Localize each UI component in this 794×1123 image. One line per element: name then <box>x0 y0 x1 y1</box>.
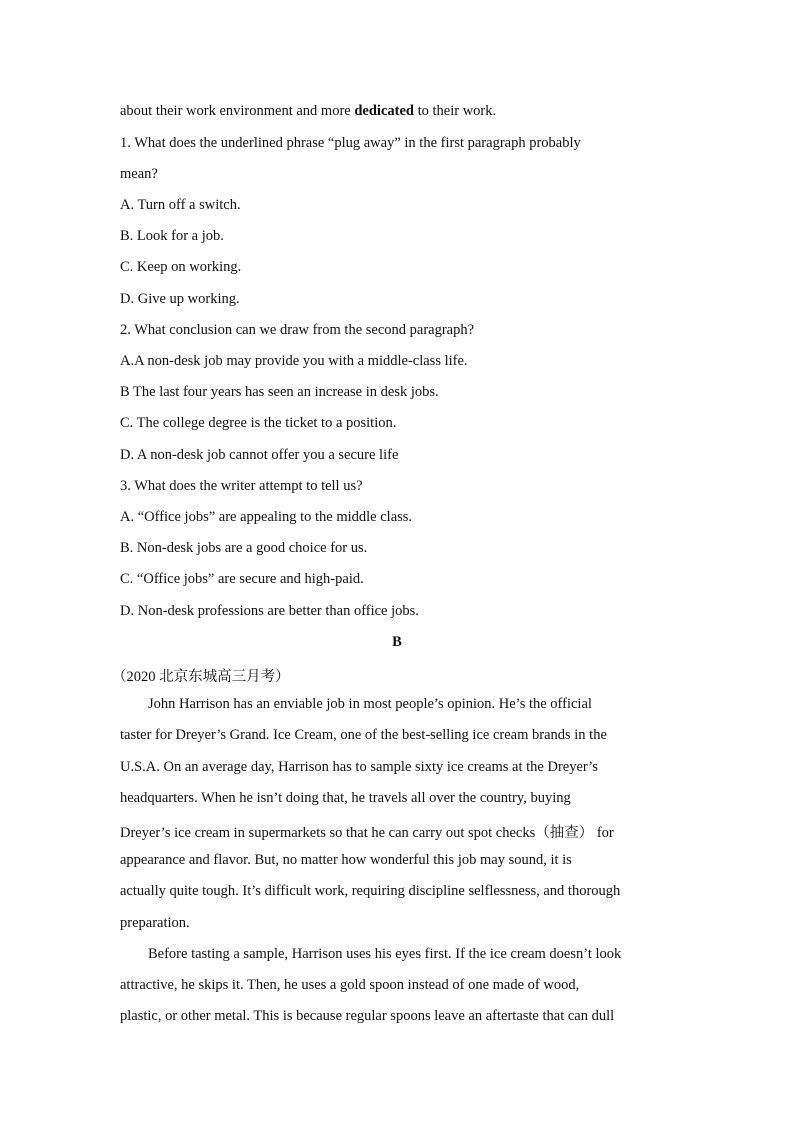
question-1-option-b: B. Look for a job. <box>120 228 224 244</box>
question-3-option-c: C. “Office jobs” are secure and high-paid. <box>120 571 364 587</box>
question-3-stem: 3. What does the writer attempt to tell us? <box>120 478 363 494</box>
paragraph-1-line: Dreyer’s ice cream in supermarkets so that he can carry out spot checks（抽查） for <box>120 825 614 841</box>
question-2-option-c: C. The college degree is the ticket to a position. <box>120 415 397 431</box>
intro-text-post: to their work. <box>413 103 497 119</box>
source-note: （2020 北京东城高三月考） <box>112 669 290 685</box>
question-1-option-a: A. Turn off a switch. <box>120 197 241 213</box>
paragraph-1-line: taster for Dreyer’s Grand. Ice Cream, one of the best-selling ice cream brands in the <box>120 727 607 743</box>
question-2-option-d: D. A non-desk job cannot offer you a secure life <box>120 447 399 463</box>
question-2-option-b: B The last four years has seen an increase in desk jobs. <box>120 384 439 400</box>
question-3-option-a: A. “Office jobs” are appealing to the middle class. <box>120 509 413 525</box>
intro-text-pre: about their work environment and more <box>120 103 355 119</box>
question-1-stem-line-1: 1. What does the underlined phrase “plug away” in the first paragraph probably <box>120 135 581 151</box>
question-1-option-c: C. Keep on working. <box>120 259 242 275</box>
question-2-stem: 2. What conclusion can we draw from the second paragraph? <box>120 322 475 338</box>
paragraph-2-line: plastic, or other metal. This is because regular spoons leave an aftertaste that can dull <box>120 1008 615 1024</box>
paragraph-1-line: headquarters. When he isn’t doing that, he travels all over the country, buying <box>120 790 571 806</box>
question-2-option-a: A.A non-desk job may provide you with a middle-class life. <box>120 353 468 369</box>
paragraph-1-line: preparation. <box>120 915 190 931</box>
question-1-option-d: D. Give up working. <box>120 291 240 307</box>
paragraph-1-line: actually quite tough. It’s difficult work, requiring discipline selflessness, and thorough <box>120 883 621 899</box>
section-heading: B <box>392 634 402 650</box>
question-3-option-b: B. Non-desk jobs are a good choice for us. <box>120 540 368 556</box>
paragraph-2-line: attractive, he skips it. Then, he uses a gold spoon instead of one made of wood, <box>120 977 580 993</box>
paragraph-1-line: appearance and flavor. But, no matter how wonderful this job may sound, it is <box>120 852 572 868</box>
question-1-stem-line-2: mean? <box>120 166 158 182</box>
paragraph-1-line: U.S.A. On an average day, Harrison has to sample sixty ice creams at the Dreyer’s <box>120 759 598 775</box>
paragraph-1-line: John Harrison has an enviable job in most people’s opinion. He’s the official <box>148 696 592 712</box>
paragraph-2-line: Before tasting a sample, Harrison uses his eyes first. If the ice cream doesn’t look <box>148 946 622 962</box>
intro-bold-word: dedicated <box>354 103 414 119</box>
question-3-option-d: D. Non-desk professions are better than office jobs. <box>120 603 419 619</box>
intro-line <box>120 103 496 120</box>
